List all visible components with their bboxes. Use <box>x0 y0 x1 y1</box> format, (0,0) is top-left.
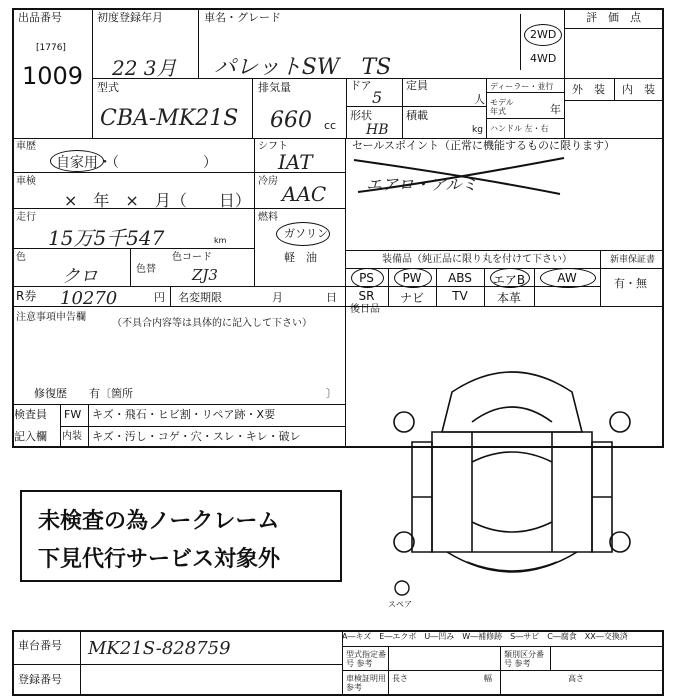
car-diagram <box>392 352 632 602</box>
divider <box>345 250 664 251</box>
notice-line-2: 下見代行サービス対象外 <box>38 547 281 572</box>
car-name-label: 車名・グレード <box>204 11 281 24</box>
shift-label: シフト <box>258 141 288 152</box>
length-label: 長さ <box>392 674 408 683</box>
lot-number: 1009 <box>22 62 84 90</box>
warranty-value: 有・無 <box>614 277 647 290</box>
chassis-label: 車台番号 <box>18 639 62 652</box>
model-year-unit: 年 <box>550 103 561 116</box>
sales-point-value: エアロ・アルミ <box>366 175 478 194</box>
mileage-label: 走行 <box>16 212 36 223</box>
equipment-circle <box>351 268 384 288</box>
load-label: 積載 <box>406 109 428 122</box>
first-registration-label: 初度登録年月 <box>97 11 163 24</box>
displacement-unit: cc <box>324 119 337 132</box>
divider <box>12 404 345 405</box>
divider <box>600 250 601 306</box>
divider <box>486 92 564 93</box>
divider <box>345 306 346 448</box>
door-value: 5 <box>372 88 383 107</box>
type-number-label: 型式指定番号 参考 <box>346 650 386 668</box>
height-label: 高さ <box>568 674 584 683</box>
divider <box>564 100 664 101</box>
model-year-label: モデル 年式 <box>490 98 514 116</box>
divider <box>198 8 199 78</box>
fuel-gasoline: ガソリン <box>284 227 328 240</box>
drive-4wd: 4WD <box>530 52 557 65</box>
model-value: CBA-MK21S <box>100 106 239 131</box>
equipment-item: PS <box>359 271 374 285</box>
divider <box>88 404 89 448</box>
equipment-item: PW <box>402 271 422 285</box>
divider <box>500 646 501 696</box>
divider <box>342 670 664 671</box>
inspector-label: 検査員 <box>14 408 47 421</box>
record-label: 記入欄 <box>14 430 47 443</box>
color-code-value: ZJ3 <box>192 266 218 284</box>
divider <box>254 138 255 286</box>
divider <box>60 426 345 427</box>
equipment-item: ABS <box>448 271 472 285</box>
divider <box>12 664 342 665</box>
inspection-label: 車検 <box>16 176 36 187</box>
cooler-value: AAC <box>282 182 327 206</box>
sales-point-label: セールスポイント（正常に機能するものに限ります） <box>352 139 616 152</box>
lot-number-small: [1776] <box>36 43 66 53</box>
notes-sub: （不具合内容等は具体的に記入して下さい） <box>112 318 312 329</box>
first-registration-value: 22 3月 <box>112 56 177 80</box>
repair-label: 修復歴 有〔箇所 <box>34 387 133 400</box>
cert-label: 車検証明用 参考 <box>346 674 386 692</box>
mileage-value: 15万5千547 <box>48 226 165 250</box>
divider <box>486 78 487 138</box>
divider <box>342 630 343 696</box>
divider <box>346 78 347 138</box>
fuel-label: 燃料 <box>258 212 278 223</box>
fw-text: キズ・飛石・ヒビ割・リペア跡・X要 <box>92 408 276 421</box>
equipment-label: 装備品（純正品に限り丸を付けて下さい） <box>382 254 572 265</box>
interior-label: 内 装 <box>622 83 655 96</box>
divider <box>614 78 615 100</box>
mileage-unit: km <box>214 236 227 245</box>
capacity-unit: 人 <box>474 93 485 106</box>
handle-label: ハンドル 左・右 <box>490 124 549 133</box>
shift-value: IAT <box>278 150 313 174</box>
shape-label: 形状 <box>350 109 372 122</box>
color-label: 色 <box>16 252 26 263</box>
equipment-circle <box>490 268 530 288</box>
fuel-light-oil: 軽 油 <box>284 251 317 264</box>
color-code-label: 色コード <box>172 252 212 263</box>
drive-2wd: 2WD <box>530 28 557 41</box>
width-label: 幅 <box>484 674 492 683</box>
lot-number-label: 出品番号 <box>18 11 62 24</box>
name-change-label: 名変期限 <box>178 291 222 304</box>
equipment-item: TV <box>452 289 468 303</box>
inspection-value: × 年 × 月（ 日） <box>64 191 251 210</box>
class-number-label: 類別区分番号 参考 <box>504 650 544 668</box>
divider <box>252 78 253 138</box>
equipment-circle <box>394 268 432 288</box>
name-change-month: 月 <box>272 291 283 304</box>
interior-defect-text: キズ・汚し・コゲ・穴・スレ・キレ・破レ <box>92 430 301 443</box>
divider <box>564 28 664 29</box>
registration-label: 登録番号 <box>18 673 62 686</box>
divider <box>60 404 61 448</box>
equipment-item: AW <box>557 271 577 285</box>
color-value: クロ <box>62 266 98 287</box>
divider <box>486 118 564 119</box>
divider <box>346 106 486 107</box>
displacement-value: 660 <box>270 108 312 133</box>
dealer-label: ディーラー・並行 <box>490 82 554 91</box>
history-value: 自家用・（ ） <box>56 155 217 171</box>
equipment-item: エアB <box>492 273 526 287</box>
displacement-label: 排気量 <box>258 81 291 94</box>
name-change-day: 日 <box>326 291 337 304</box>
shape-value: HB <box>366 122 389 138</box>
extra-items-label: 後日品 <box>350 304 380 315</box>
divider <box>342 646 664 647</box>
divider <box>402 78 403 138</box>
divider <box>130 248 131 286</box>
chassis-value: MK21S-828759 <box>88 638 231 659</box>
cooler-label: 冷房 <box>258 176 278 187</box>
spare-tire-label: スペア <box>388 600 412 609</box>
sales-point-strike <box>350 150 570 200</box>
interior-defect-label: 内装 <box>62 431 82 442</box>
divider <box>550 646 551 670</box>
recycle-label: R券 <box>16 289 37 303</box>
color-change-label: 色替 <box>136 264 156 275</box>
divider <box>170 286 171 306</box>
recycle-unit: 円 <box>154 291 165 304</box>
divider <box>92 8 93 138</box>
equipment-circle <box>540 268 596 288</box>
damage-legend: A―キズ E―エクボ U―凹み W―補修跡 S―サビ C―腐食 XX―交換済 <box>342 632 628 641</box>
warranty-label: 新車保証書 <box>610 255 656 265</box>
notice-line-1: 未検査の為ノークレーム <box>38 509 280 534</box>
divider <box>520 14 521 70</box>
repair-close: 〕 <box>326 387 337 400</box>
exterior-label: 外 装 <box>572 83 605 96</box>
fw-label: FW <box>64 408 82 421</box>
history-label: 車歴 <box>16 141 36 152</box>
load-unit: kg <box>472 125 483 135</box>
door-label: ドア <box>350 79 372 92</box>
recycle-value: 10270 <box>60 288 118 309</box>
car-name-value: パレットSW TS <box>214 55 392 80</box>
divider <box>388 646 389 696</box>
notes-label: 注意事項申告欄 <box>16 312 86 323</box>
divider <box>80 630 81 696</box>
equipment-item: 本革 <box>496 291 521 305</box>
equipment-item: SR <box>358 289 375 303</box>
equipment-item: ナビ <box>399 291 424 305</box>
model-label: 型式 <box>97 81 119 94</box>
capacity-label: 定員 <box>406 79 428 92</box>
rating-label: 評 価 点 <box>586 11 641 24</box>
